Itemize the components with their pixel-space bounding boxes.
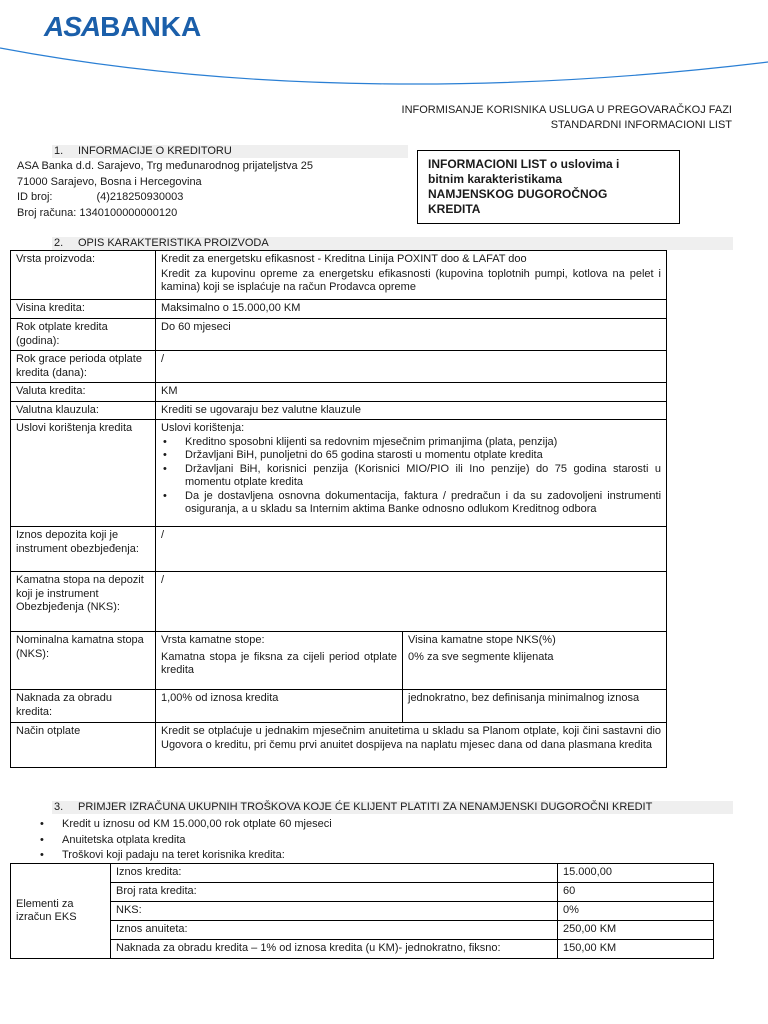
- creditor-account: Broj računa: 1340100000000120: [17, 206, 178, 219]
- info-list-box: INFORMACIONI LIST o uslovima i bitnim karakteristikama NAMJENSKOG DUGOROČNOG KREDITA: [417, 150, 680, 224]
- logo-banka: BANKA: [100, 11, 202, 42]
- row-iznos-depozita: Iznos depozita koji je instrument obezbjeđenja: /: [11, 527, 667, 572]
- uslovi-item: • Državljani BiH, punoljetni do 65 godina starosti u momentu otplate kredita: [161, 449, 661, 463]
- row-vrsta-proizvoda: Vrsta proizvoda: Kredit za energetsku efikasnost - Kreditna Linija POXINT doo & LAFAT doo Kredit za kupovinu opreme za energetsku efikasnosti (kupovina toplotnih pumpi, kotlova na pelet i kamina) koji se isplaćuje na račun Prodavca opreme: [11, 251, 667, 300]
- example-bullet: • Troškovi koji padaju na teret korisnika kredita:: [40, 848, 332, 864]
- row-uslovi-koristenja: Uslovi korištenja kredita Uslovi korištenja: • Kreditno sposobni klijenti sa redovnim mjesečnim primanjima (plata, penzija) • Državljani BiH, punoljetni do 65 godina starosti u momentu otplate kredita • Državljani BiH, korisnici penzija (Korisnici MIO/PIO ili Ino penzije) do 75 godina starosti u momentu otplate kredita • Da je dostavljena osnovna dokumentacija, faktura / predračun i da su zadovoljeni instrumenti osiguranja, a u skladu sa Internim aktima Banke odnosno odlukom Kreditnog odbora: [11, 420, 667, 527]
- product-characteristics-table: [10, 250, 667, 768]
- header-swoosh: [0, 40, 768, 100]
- row-grace-period: Rok grace perioda otplate kredita (dana): /: [11, 351, 667, 383]
- row-nominalna-kamatna-stopa: Nominalna kamatna stopa (NKS): Vrsta kamatne stope: Kamatna stopa je fiksna za cijeli period otplate kredita Visina kamatne stope NKS(%) 0% za sve segmente klijenata: [11, 632, 667, 690]
- asa-banka-logo: [44, 12, 201, 42]
- eks-row: NKS: 0%: [11, 902, 714, 921]
- example-bullet: • Kredit u iznosu od KM 15.000,00 rok otplate 60 mjeseci: [40, 817, 332, 833]
- row-rok-otplate: Rok otplate kredita (godina): Do 60 mjeseci: [11, 319, 667, 351]
- section-1-heading: 1. INFORMACIJE O KREDITORU: [52, 145, 408, 158]
- logo-asa: ASA: [44, 11, 101, 42]
- row-naknada-obrada: Naknada za obradu kredita: 1,00% od iznosa kredita jednokratno, bez definisanja minimalnog iznosa: [11, 690, 667, 723]
- creditor-address-2: 71000 Sarajevo, Bosna i Hercegovina: [17, 175, 202, 188]
- eks-row: Elementi za izračun EKS Iznos kredita: 15.000,00: [11, 864, 714, 883]
- eks-row: Naknada za obradu kredita – 1% od iznosa kredita (u KM)- jednokratno, fiksno: 150,00 KM: [11, 940, 714, 959]
- eks-row: Broj rata kredita: 60: [11, 883, 714, 902]
- creditor-id: ID broj: (4)218250930003: [17, 191, 184, 203]
- row-visina-kredita: Visina kredita: Maksimalno o 15.000,00 KM: [11, 300, 667, 319]
- header-line-2: STANDARDNI INFORMACIONI LIST: [550, 119, 732, 131]
- section-3-heading: 3. PRIMJER IZRAČUNA UKUPNIH TROŠKOVA KOJE ĆE KLIJENT PLATITI ZA NENAMJENSKI DUGOROČNI KREDIT: [52, 801, 733, 814]
- eks-elements-table: [10, 863, 714, 959]
- row-kamatna-depozit: Kamatna stopa na depozit koji je instrument Obezbjeđenja (NKS): /: [11, 572, 667, 632]
- uslovi-item: • Državljani BiH, korisnici penzija (Korisnici MIO/PIO ili Ino penzije) do 75 godina starosti u momentu otplate kredita: [161, 463, 661, 490]
- row-valuta: Valuta kredita: KM: [11, 383, 667, 402]
- creditor-address-1: ASA Banka d.d. Sarajevo, Trg međunarodnog prijateljstva 25: [17, 160, 313, 172]
- header-line-1: INFORMISANJE KORISNIKA USLUGA U PREGOVARAČKOJ FAZI: [401, 104, 732, 116]
- section-2-heading: 2. OPIS KARAKTERISTIKA PROIZVODA: [52, 237, 733, 250]
- eks-row: Iznos anuiteta: 250,00 KM: [11, 921, 714, 940]
- row-valutna-klauzula: Valutna klauzula: Krediti se ugovaraju bez valutne klauzule: [11, 401, 667, 420]
- example-bullets: [40, 817, 332, 864]
- example-bullet: • Anuitetska otplata kredita: [40, 833, 332, 849]
- eks-label: Elementi za izračun EKS: [11, 864, 111, 959]
- uslovi-item: • Kreditno sposobni klijenti sa redovnim mjesečnim primanjima (plata, penzija): [161, 436, 661, 450]
- row-nacin-otplate: Način otplate Kredit se otplaćuje u jednakim mjesečnim anuitetima u skladu sa Planom otplate, koji čini sastavni dio Ugovora o kreditu, pri čemu prvi anuitet dospijeva na naplatu mjesec dana od dana plasmana kredita: [11, 723, 667, 768]
- uslovi-item: • Da je dostavljena osnovna dokumentacija, faktura / predračun i da su zadovoljeni instrumenti osiguranja, a u skladu sa Internim aktima Banke odnosno odlukom Kreditnog odbora: [161, 490, 661, 517]
